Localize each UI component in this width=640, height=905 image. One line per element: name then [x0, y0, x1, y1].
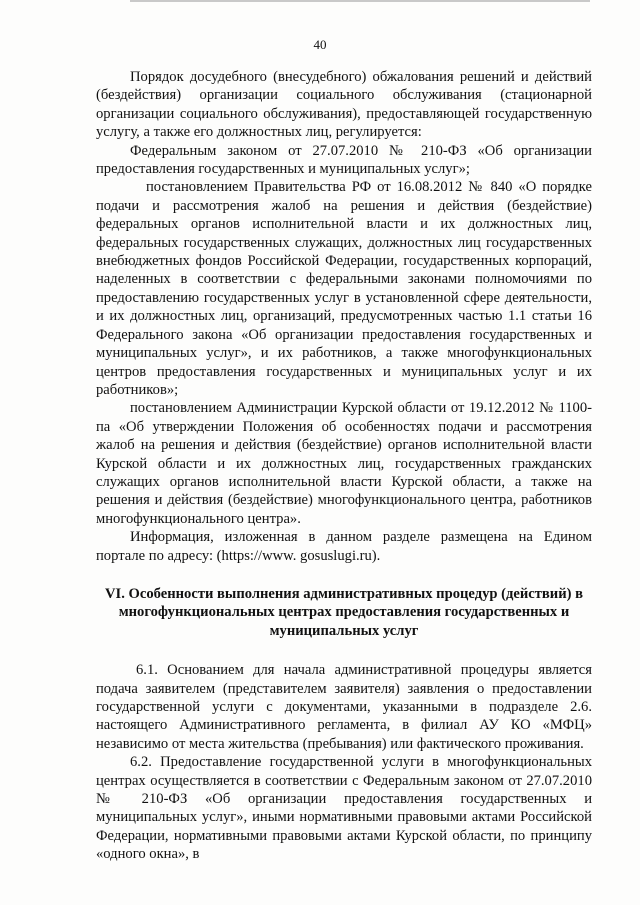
page-top-border	[130, 0, 590, 2]
paragraph-appeal-procedure: Порядок досудебного (внесудебного) обжалования решений и действий (бездействия) организации социального обслуживания (стационарной организации социального обслуживания), предоставляющей государственную услугу, а также его должностных лиц, регулируется:	[96, 69, 592, 141]
paragraph-kursk-resolution: постановлением Администрации Курской области от 19.12.2012 № 1100-па «Об утверждении Положения об особенностях подачи и рассмотрения жалоб на решения и действия (бездействие) органов исполнительной власти Курской области и их должностных лиц, государственных гражданских служащих органов исполнительной власти Курской области, а также на решения и действия (бездействие) многофункционального центра, работников многофункционального центра».	[96, 400, 592, 527]
paragraph-6-2: 6.2. Предоставление государственной услуги в многофункциональных центрах осуществляется в соответствии с Федеральным законом от 27.07.2010 № 210-ФЗ «Об организации предоставления государственных и муниципальных услуг», иными нормативными правовыми актами Российской Федерации, нормативными правовыми актами Курской области, по принципу «одного окна», в	[96, 754, 592, 863]
paragraph-government-resolution: постановлением Правительства РФ от 16.08.2012 № 840 «О порядке подачи и рассмотрения жалоб на решения и действия (бездействие) федеральных органов исполнительной власти и их должностных лиц, федеральных государственных служащих, должностных лиц государственных внебюджетных фондов Российской Федерации, государственных корпораций, наделенных в соответствии с федеральными законами полномочиями по предоставлению государственных услуг в установленной сфере деятельности, и их должностных лиц, организаций, предусмотренных частью 1.1 статьи 16 Федерального закона «Об организации предоставления государственных и муниципальных услуг», и их работников, а также многофункциональных центров предоставления государственных и муниципальных услуг и их работников»;	[96, 179, 592, 398]
document-body	[96, 68, 592, 864]
paragraph-federal-law: Федеральным законом от 27.07.2010 № 210-ФЗ «Об организации предоставления государственных и муниципальных услуг»;	[96, 142, 592, 178]
paragraph-6-1: 6.1. Основанием для начала административной процедуры является подача заявителем (представителем заявителя) заявления о предоставлении государственной услуги с документами, указанными в подразделе 2.6. настоящего Административного регламента, в филиал АУ КО «МФЦ» независимо от места жительства (пребывания) или фактического проживания.	[96, 662, 592, 752]
section-heading: VI. Особенности выполнения административных процедур (действий) в многофункциональных центрах предоставления государственных и муниципальных услуг	[105, 585, 583, 639]
paragraph-portal-info: Информация, изложенная в данном разделе размещена на Едином портале по адресу: (https://www. gosuslugi.ru).	[96, 529, 592, 564]
page-number: 40	[313, 37, 327, 52]
